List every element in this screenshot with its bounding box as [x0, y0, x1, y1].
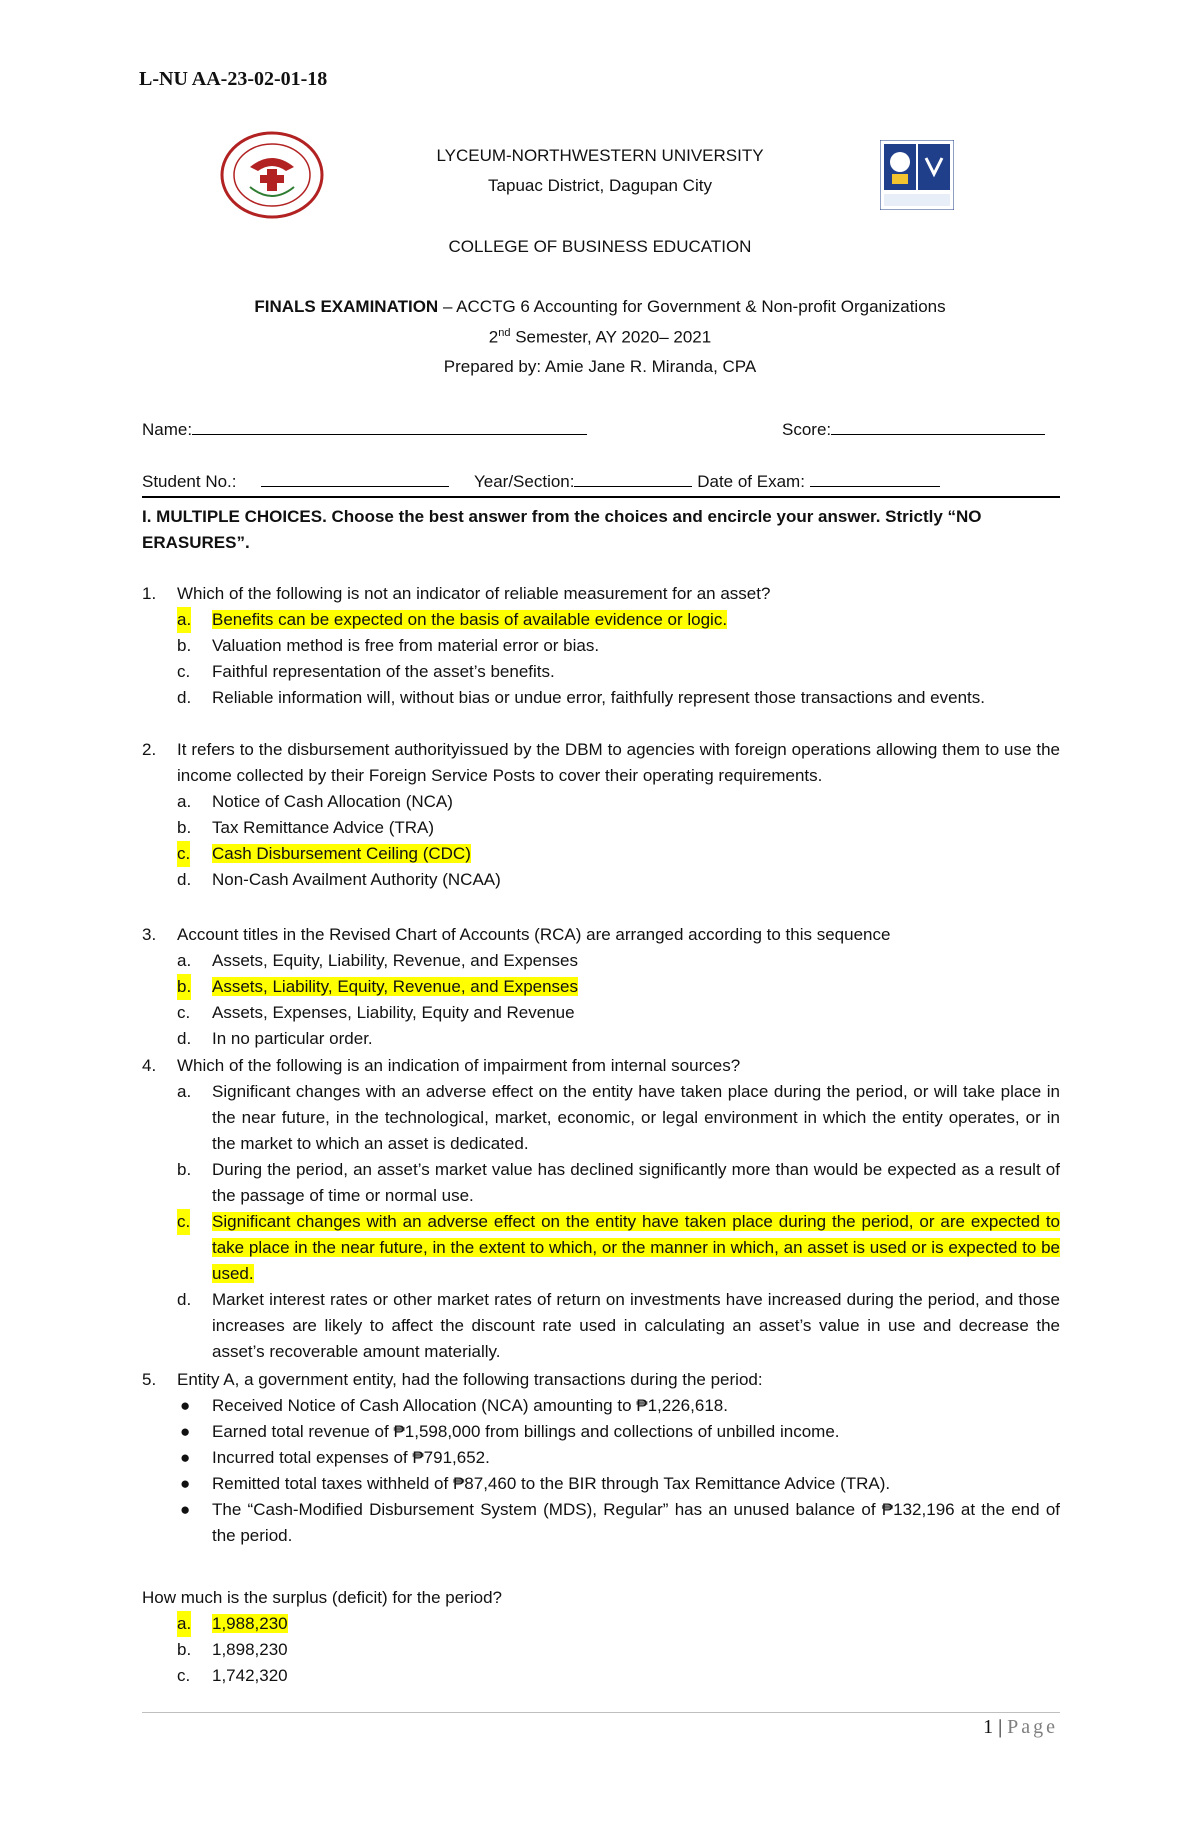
option-text: Assets, Equity, Liability, Revenue, and Expenses	[212, 951, 579, 970]
semester-number: 2	[488, 327, 499, 347]
option-label: c.	[177, 1666, 191, 1685]
page-separator: |	[993, 1716, 1008, 1738]
option-b[interactable]	[177, 1157, 1060, 1209]
question-body	[177, 1367, 1060, 1549]
option-b[interactable]	[177, 815, 1060, 841]
document-code: L-NU AA-23-02-01-18	[139, 68, 328, 90]
option-label: a.	[177, 1611, 191, 1637]
score-blank[interactable]	[831, 418, 1045, 435]
bullet-icon: ●	[180, 1474, 191, 1493]
exam-title-course: – ACCTG 6 Accounting for Government & Non-profit Organizations	[438, 297, 946, 316]
question-5-followup	[142, 1585, 1060, 1689]
option-label: b.	[177, 1640, 192, 1659]
option-a[interactable]	[177, 607, 1060, 633]
bullet-text: The “Cash-Modified Disbursement System (MDS), Regular” has an unused balance of ₱132,196 at the end of the period.	[212, 1500, 1060, 1545]
option-text: Assets, Expenses, Liability, Equity and Revenue	[212, 1003, 575, 1022]
header-divider	[142, 496, 1060, 498]
question-text: Which of the following is not an indicator of reliable measurement for an asset?	[177, 584, 771, 603]
transaction-bullet	[177, 1445, 1060, 1471]
year-section-label: Year/Section:	[473, 472, 575, 491]
question-body	[177, 922, 1060, 1052]
option-text: Assets, Liability, Equity, Revenue, and Expenses	[212, 977, 579, 996]
bullet-icon: ●	[180, 1448, 191, 1467]
page-footer	[983, 1716, 1058, 1739]
option-label: c.	[177, 662, 191, 681]
transaction-bullet	[177, 1497, 1060, 1549]
prepared-by: Prepared by: Amie Jane R. Miranda, CPA	[443, 357, 757, 376]
option-label: b.	[177, 974, 191, 1000]
option-text: Non-Cash Availment Authority (NCAA)	[212, 870, 501, 889]
semester-line	[0, 327, 1200, 348]
option-text: Market interest rates or other market rates of return on investments have increased during the period, and those increases are likely to affect the discount rate used in calculating an asset’s value in use and decrease the asset’s recoverable amount materially.	[212, 1290, 1060, 1361]
footer-divider	[142, 1712, 1060, 1713]
question-body	[177, 737, 1060, 893]
option-label: b.	[177, 818, 192, 837]
option-d[interactable]	[177, 1026, 1060, 1052]
option-label: a.	[177, 607, 191, 633]
option-text: 1,898,230	[212, 1640, 288, 1659]
option-a[interactable]	[177, 789, 1060, 815]
option-text: Significant changes with an adverse effect on the entity have taken place during the period, or will take place in the near future, in the technological, market, economic, or legal environment in which the entity operates, or in the market to which an asset is dedicated.	[212, 1082, 1060, 1153]
question-number: 2.	[142, 740, 157, 759]
name-field-row	[142, 418, 587, 440]
option-label: d.	[177, 870, 192, 889]
option-text: Cash Disbursement Ceiling (CDC)	[212, 844, 471, 863]
college-name: COLLEGE OF BUSINESS EDUCATION	[448, 237, 752, 256]
student-no-blank[interactable]	[261, 470, 449, 487]
question-number: 3.	[142, 925, 157, 944]
page-word: Page	[1007, 1716, 1058, 1738]
option-a[interactable]	[177, 948, 1060, 974]
option-text: Benefits can be expected on the basis of available evidence or logic.	[212, 610, 728, 629]
year-section-blank[interactable]	[574, 470, 692, 487]
option-label: c.	[177, 1209, 190, 1235]
bullet-text: Incurred total expenses of ₱791,652.	[212, 1448, 490, 1467]
question-text: It refers to the disbursement authorityissued by the DBM to agencies with foreign operations allowing them to use the income collected by their Foreign Service Posts to cover their operating requirements.	[177, 740, 1060, 785]
score-field-row	[782, 418, 1045, 440]
option-label: b.	[177, 636, 192, 655]
semester-suffix: nd	[498, 327, 511, 339]
option-label: a.	[177, 1082, 192, 1101]
option-c[interactable]	[177, 1663, 1060, 1689]
student-no-label: Student No.:	[142, 472, 237, 491]
option-label: d.	[177, 1290, 192, 1309]
option-text: 1,742,320	[212, 1666, 288, 1685]
semester-text: Semester, AY 2020– 2021	[510, 327, 712, 347]
option-b[interactable]	[177, 974, 1060, 1000]
date-of-exam-label: Date of Exam:	[697, 472, 805, 491]
student-info-row	[142, 470, 940, 492]
bullet-text: Remitted total taxes withheld of ₱87,460 to the BIR through Tax Remittance Advice (TRA).	[212, 1474, 891, 1493]
transaction-bullet	[177, 1471, 1060, 1497]
university-name: LYCEUM-NORTHWESTERN UNIVERSITY	[436, 146, 764, 165]
bullet-icon: ●	[180, 1500, 191, 1519]
name-label: Name:	[142, 420, 193, 439]
bullet-text: Received Notice of Cash Allocation (NCA) amounting to ₱1,226,618.	[212, 1396, 728, 1415]
question-number: 1.	[142, 584, 157, 603]
question-text: Account titles in the Revised Chart of Accounts (RCA) are arranged according to this sequence	[177, 925, 891, 944]
option-text: During the period, an asset’s market value has declined significantly more than would be expected as a result of the passage of time or normal use.	[212, 1160, 1060, 1205]
option-text: Faithful representation of the asset’s benefits.	[212, 662, 555, 681]
option-text: Notice of Cash Allocation (NCA)	[212, 792, 453, 811]
option-d[interactable]	[177, 867, 1060, 893]
option-c[interactable]	[177, 841, 1060, 867]
name-blank[interactable]	[192, 418, 587, 435]
option-a[interactable]	[177, 1079, 1060, 1157]
question-5-options	[142, 1611, 1060, 1689]
question-number: 4.	[142, 1056, 157, 1075]
option-label: a.	[177, 792, 192, 811]
option-a[interactable]	[177, 1611, 1060, 1637]
option-text: Valuation method is free from material error or bias.	[212, 636, 600, 655]
question-text: Which of the following is an indication of impairment from internal sources?	[177, 1056, 741, 1075]
question-body	[177, 1053, 1060, 1365]
exam-title-bold: FINALS EXAMINATION	[254, 297, 439, 316]
score-label: Score:	[782, 420, 832, 439]
question-number: 5.	[142, 1370, 157, 1389]
question-body	[177, 581, 1060, 711]
bullet-icon: ●	[180, 1396, 191, 1415]
option-c[interactable]	[177, 1209, 1060, 1287]
transaction-bullet	[177, 1393, 1060, 1419]
exam-title	[0, 297, 1200, 317]
option-text: Significant changes with an adverse effect on the entity have taken place during the period, or are expected to take place in the near future, in the extent to which, or the manner in which, an asset is used or is expected to be used.	[212, 1212, 1060, 1283]
option-label: b.	[177, 1160, 192, 1179]
option-text: 1,988,230	[212, 1614, 288, 1633]
option-text: Reliable information will, without bias or undue error, faithfully represent those transactions and events.	[212, 688, 985, 707]
option-d[interactable]	[177, 685, 1060, 711]
option-b[interactable]	[177, 1637, 1060, 1663]
option-c[interactable]	[177, 659, 1060, 685]
page-number: 1	[983, 1716, 994, 1738]
option-label: c.	[177, 841, 190, 867]
question-text: Entity A, a government entity, had the following transactions during the period:	[177, 1370, 763, 1389]
bullet-icon: ●	[180, 1422, 191, 1441]
option-text: Tax Remittance Advice (TRA)	[212, 818, 435, 837]
option-label: d.	[177, 688, 192, 707]
option-text: In no particular order.	[212, 1029, 373, 1048]
option-label: a.	[177, 951, 192, 970]
section-title: I. MULTIPLE CHOICES. Choose the best answer from the choices and encircle your answer. Strictly “NO ERASURES”.	[142, 507, 982, 552]
followup-text: How much is the surplus (deficit) for the period?	[142, 1588, 502, 1607]
date-of-exam-blank[interactable]	[810, 470, 940, 487]
option-c[interactable]	[177, 1000, 1060, 1026]
bullet-text: Earned total revenue of ₱1,598,000 from billings and collections of unbilled income.	[212, 1422, 840, 1441]
university-seal-logo	[220, 131, 324, 219]
option-b[interactable]	[177, 633, 1060, 659]
option-d[interactable]	[177, 1287, 1060, 1365]
transaction-bullet	[177, 1419, 1060, 1445]
option-label: d.	[177, 1029, 192, 1048]
option-label: c.	[177, 1003, 191, 1022]
university-address: Tapuac District, Dagupan City	[488, 176, 712, 195]
